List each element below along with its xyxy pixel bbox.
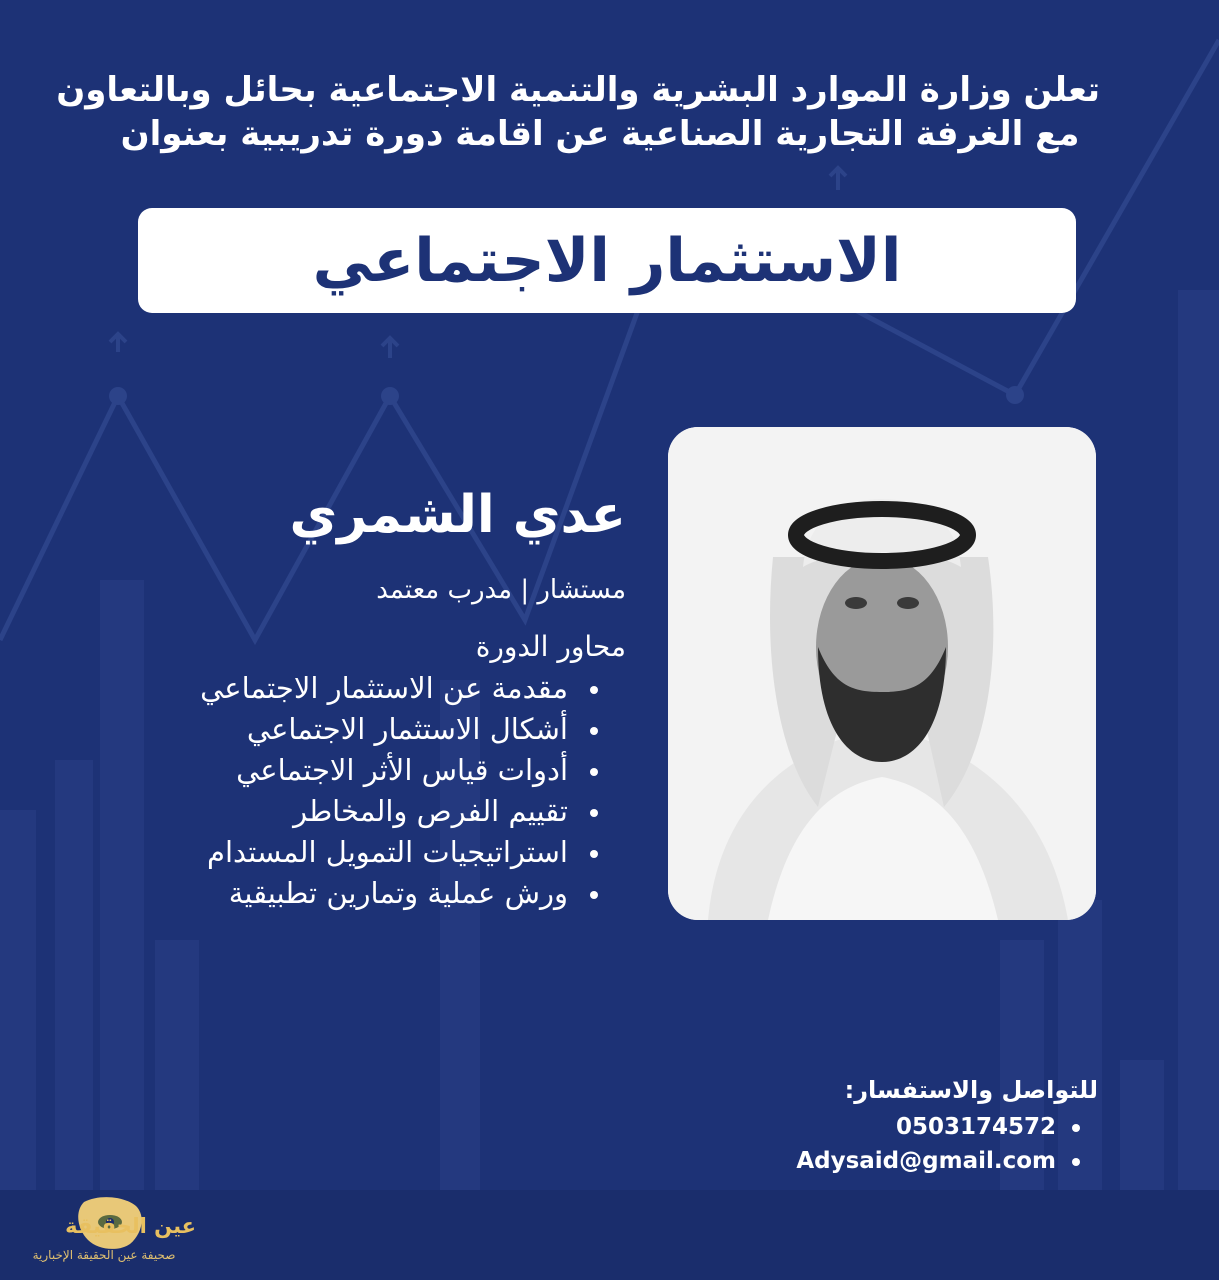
list-item: استراتيجيات التمويل المستدام xyxy=(100,832,602,873)
contact-list xyxy=(720,1110,1082,1178)
trainer-role: مستشار | مدرب معتمد xyxy=(376,575,626,605)
trainer-name: عدي الشمري xyxy=(289,485,626,545)
course-title-box xyxy=(138,208,1076,313)
logo-wordmark: عين الحقيقة xyxy=(65,1214,196,1238)
list-item: أشكال الاستثمار الاجتماعي xyxy=(100,709,602,750)
list-item: ورش عملية وتمارين تطبيقية xyxy=(100,873,602,914)
trainer-portrait-image xyxy=(668,427,1096,920)
announcement-line-2: مع الغرفة التجارية الصناعية عن اقامة دورة تدريبية بعنوان xyxy=(120,114,1080,154)
logo-subtitle: صحيفة عين الحقيقة الإخبارية xyxy=(32,1248,176,1262)
contact-phone[interactable]: 0503174572 xyxy=(720,1110,1082,1144)
announcement-line-1: تعلن وزارة الموارد البشرية والتنمية الاجتماعية بحائل وبالتعاون xyxy=(56,70,1100,110)
trainer-photo xyxy=(668,427,1096,920)
course-axes-list xyxy=(100,668,602,914)
list-item: مقدمة عن الاستثمار الاجتماعي xyxy=(100,668,602,709)
list-item: تقييم الفرص والمخاطر xyxy=(100,791,602,832)
announcement-text xyxy=(56,68,1100,156)
list-item: أدوات قياس الأثر الاجتماعي xyxy=(100,750,602,791)
contact-title: للتواصل والاستفسار: xyxy=(844,1076,1098,1104)
contact-email[interactable]: Adysaid@gmail.com xyxy=(720,1144,1082,1178)
publisher-logo xyxy=(14,1192,194,1272)
course-title: الاستثمار الاجتماعي xyxy=(312,225,902,296)
course-axes-title: محاور الدورة xyxy=(475,630,626,663)
